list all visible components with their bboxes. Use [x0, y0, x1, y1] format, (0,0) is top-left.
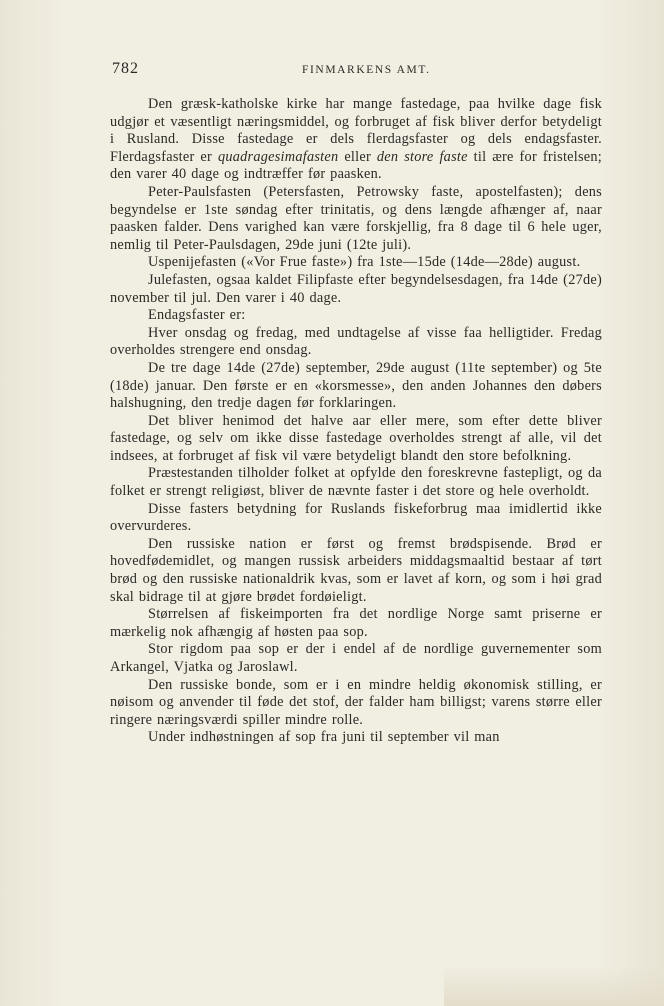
running-title: FINMARKENS AMT. — [302, 64, 431, 76]
paragraph: Den russiske bonde, som er i en mindre heldig økonomisk stilling, er nøisom og anvender til føde det stof, der falder ham billigst; varens større eller ringere næringsværdi spiller mindre rolle. — [110, 676, 602, 728]
paragraph: De tre dage 14de (27de) september, 29de august (11te september) og 5te (18de) januar. Den første er en «korsmesse», den anden Johannes den døbers halshugning, den tredje dagen før forklaringen. — [110, 359, 602, 412]
paragraph: Julefasten, ogsaa kaldet Filipfaste efter begyndelsesdagen, fra 14de (27de) november til jul. Den varer i 40 dage. — [110, 271, 602, 306]
page-curl-shadow — [444, 966, 664, 1006]
italic-term: den store faste — [376, 148, 468, 165]
paragraph: Det bliver henimod det halve aar eller mere, som efter dette bliver fastedage, og selv om ikke disse fastedage overholdes strengt af alle, vil det indsees, at forbruget af fisk vil være betydeligt blandt den store befolkning. — [110, 412, 602, 464]
paragraph: Den russiske nation er først og fremst brødspisende. Brød er hovedfødemidlet, og mangen russisk arbeiders middagsmaaltid bestaar af tørt brød og den russiske nationaldrik kvas, som er lavet af korn, og som i høi grad skal bidrage til at gjøre brødet fordøieligt. — [110, 535, 602, 605]
body-text — [110, 96, 602, 747]
paragraph: Peter-Paulsfasten (Petersfasten, Petrowsky faste, apostelfasten); dens begyndelse er 1ste søndag efter trinitatis, og dens længde afhænger af, naar paasken falder. Dens varighed kan være forskjellig, fra 8 dage til 6 hele uger, nemlig til Peter-Paulsdagen, 29de juni (12te juli). — [110, 183, 602, 253]
paragraph: Størrelsen af fiskeimporten fra det nordlige Norge samt priserne er mærkelig nok afhængig af høsten paa sop. — [110, 606, 602, 640]
paragraph: Uspenijefasten («Vor Frue faste») fra 1ste—15de (14de—28de) august. — [148, 254, 581, 271]
paragraph: Den græsk-katholske kirke har mange fastedage, paa hvilke dage fisk udgjør et væsentligt næringsmiddel, og forbruget af fisk bliver derfor betydeligt i Rusland. Disse fastedage er dels flerdagsfaster og dels endagsfaster. Flerdagsfaster er quadragesimafasten eller den store faste til ære for fristelsen; den varer 40 dage og indtræffer før paasken. — [110, 96, 603, 183]
page-number: 782 — [112, 60, 139, 77]
page-header — [112, 60, 602, 82]
italic-term: quadragesimafasten — [217, 148, 339, 165]
paragraph: Endagsfaster er: — [148, 307, 246, 324]
paragraph: Præstestanden tilholder folket at opfylde den foreskrevne fastepligt, og da folket er strengt religiøst, bliver de nævnte faster i det store og hele overholdt. — [110, 465, 602, 500]
paragraph: Disse fasters betydning for Ruslands fiskeforbrug maa imidlertid ikke overvurderes. — [110, 500, 602, 535]
paragraph: Under indhøstningen af sop fra juni til september vil man — [148, 729, 500, 746]
paragraph: Stor rigdom paa sop er der i endel af de nordlige guvernementer som Arkangel, Vjatka og Jaroslawl. — [110, 641, 602, 675]
paragraph: Hver onsdag og fredag, med undtagelse af visse faa helligtider. Fredag overholdes strengere end onsdag. — [110, 324, 602, 359]
